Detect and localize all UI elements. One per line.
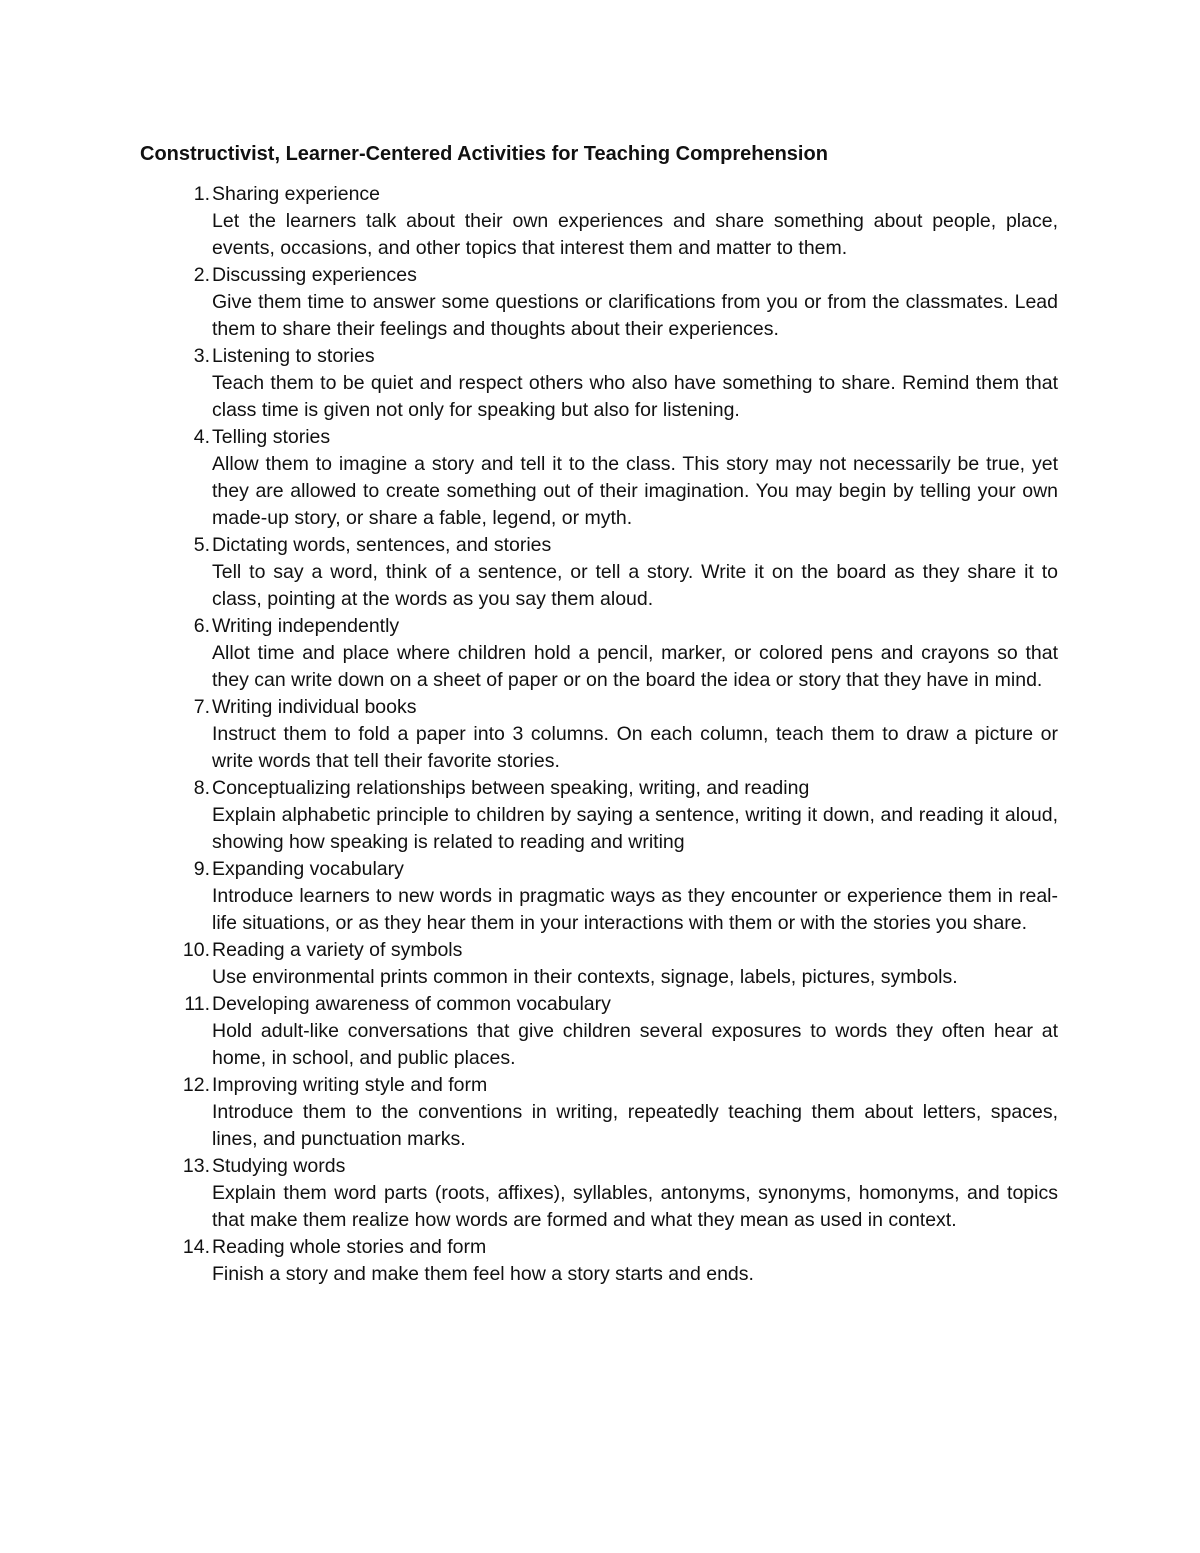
item-number: 7. bbox=[193, 696, 210, 718]
item-description: Use environmental prints common in their contexts, signage, labels, pictures, symbols. bbox=[212, 966, 958, 988]
activity-list bbox=[140, 181, 1058, 1288]
item-description: Allow them to imagine a story and tell it to the class. This story may not necessarily be true, yet they are allowed to create something out of their imagination. You may begin by telling your own made-up story, or share a fable, legend, or myth. bbox=[212, 453, 1058, 529]
list-item bbox=[140, 856, 1058, 937]
item-heading: Dictating words, sentences, and stories bbox=[212, 534, 552, 556]
item-heading: Discussing experiences bbox=[212, 264, 417, 286]
list-item bbox=[140, 1072, 1058, 1153]
item-number: 2. bbox=[193, 264, 210, 286]
list-item bbox=[140, 613, 1058, 694]
list-item bbox=[140, 181, 1058, 262]
item-heading: Reading whole stories and form bbox=[212, 1236, 487, 1258]
item-number: 13. bbox=[182, 1155, 210, 1177]
item-number: 14. bbox=[182, 1236, 210, 1258]
list-item bbox=[140, 343, 1058, 424]
item-heading: Studying words bbox=[212, 1155, 346, 1177]
item-number: 6. bbox=[193, 615, 210, 637]
item-number: 11. bbox=[184, 993, 210, 1015]
item-heading: Listening to stories bbox=[212, 345, 375, 367]
item-heading: Sharing experience bbox=[212, 183, 381, 205]
item-description: Introduce learners to new words in pragmatic ways as they encounter or experience them in real-life situations, or as they hear them in your interactions with them or with the stories you share. bbox=[212, 885, 1058, 934]
list-item bbox=[140, 694, 1058, 775]
item-heading: Expanding vocabulary bbox=[212, 858, 404, 880]
item-description: Tell to say a word, think of a sentence, or tell a story. Write it on the board as they share it to class, pointing at the words as you say them aloud. bbox=[212, 561, 1058, 610]
item-description: Teach them to be quiet and respect others who also have something to share. Remind them that class time is given not only for speaking but also for listening. bbox=[212, 372, 1058, 421]
item-number: 12. bbox=[182, 1074, 210, 1096]
item-heading: Improving writing style and form bbox=[212, 1074, 488, 1096]
item-heading: Conceptualizing relationships between speaking, writing, and reading bbox=[212, 777, 810, 799]
item-description: Hold adult-like conversations that give children several exposures to words they often hear at home, in school, and public places. bbox=[212, 1020, 1058, 1069]
list-item bbox=[140, 991, 1058, 1072]
item-description: Finish a story and make them feel how a story starts and ends. bbox=[212, 1263, 754, 1285]
item-heading: Telling stories bbox=[212, 426, 331, 448]
list-item bbox=[140, 1153, 1058, 1234]
item-description: Instruct them to fold a paper into 3 columns. On each column, teach them to draw a picture or write words that tell their favorite stories. bbox=[212, 723, 1058, 772]
item-description: Introduce them to the conventions in writing, repeatedly teaching them about letters, spaces, lines, and punctuation marks. bbox=[212, 1101, 1058, 1150]
item-description: Explain them word parts (roots, affixes), syllables, antonyms, synonyms, homonyms, and topics that make them realize how words are formed and what they mean as used in context. bbox=[212, 1182, 1058, 1231]
item-number: 1. bbox=[193, 183, 210, 205]
list-item bbox=[140, 775, 1058, 856]
item-number: 3. bbox=[193, 345, 210, 367]
list-item bbox=[140, 262, 1058, 343]
list-item bbox=[140, 937, 1058, 991]
item-number: 4. bbox=[193, 426, 210, 448]
list-item bbox=[140, 1234, 1058, 1288]
item-description: Give them time to answer some questions or clarifications from you or from the classmates. Lead them to share their feelings and thoughts about their experiences. bbox=[212, 291, 1058, 340]
item-number: 8. bbox=[193, 777, 210, 799]
item-number: 10. bbox=[182, 939, 210, 961]
item-heading: Reading a variety of symbols bbox=[212, 939, 463, 961]
item-description: Let the learners talk about their own experiences and share something about people, place, events, occasions, and other topics that interest them and matter to them. bbox=[212, 210, 1058, 259]
item-heading: Developing awareness of common vocabulary bbox=[212, 993, 611, 1015]
item-number: 5. bbox=[193, 534, 210, 556]
item-description: Allot time and place where children hold a pencil, marker, or colored pens and crayons so that they can write down on a sheet of paper or on the board the idea or story that they have in mind. bbox=[212, 642, 1058, 691]
item-number: 9. bbox=[193, 858, 210, 880]
page-title: Constructivist, Learner-Centered Activities for Teaching Comprehension bbox=[140, 143, 828, 165]
list-item bbox=[140, 424, 1058, 532]
list-item bbox=[140, 532, 1058, 613]
item-heading: Writing independently bbox=[212, 615, 400, 637]
item-description: Explain alphabetic principle to children by saying a sentence, writing it down, and reading it aloud, showing how speaking is related to reading and writing bbox=[212, 804, 1058, 853]
item-heading: Writing individual books bbox=[212, 696, 417, 718]
